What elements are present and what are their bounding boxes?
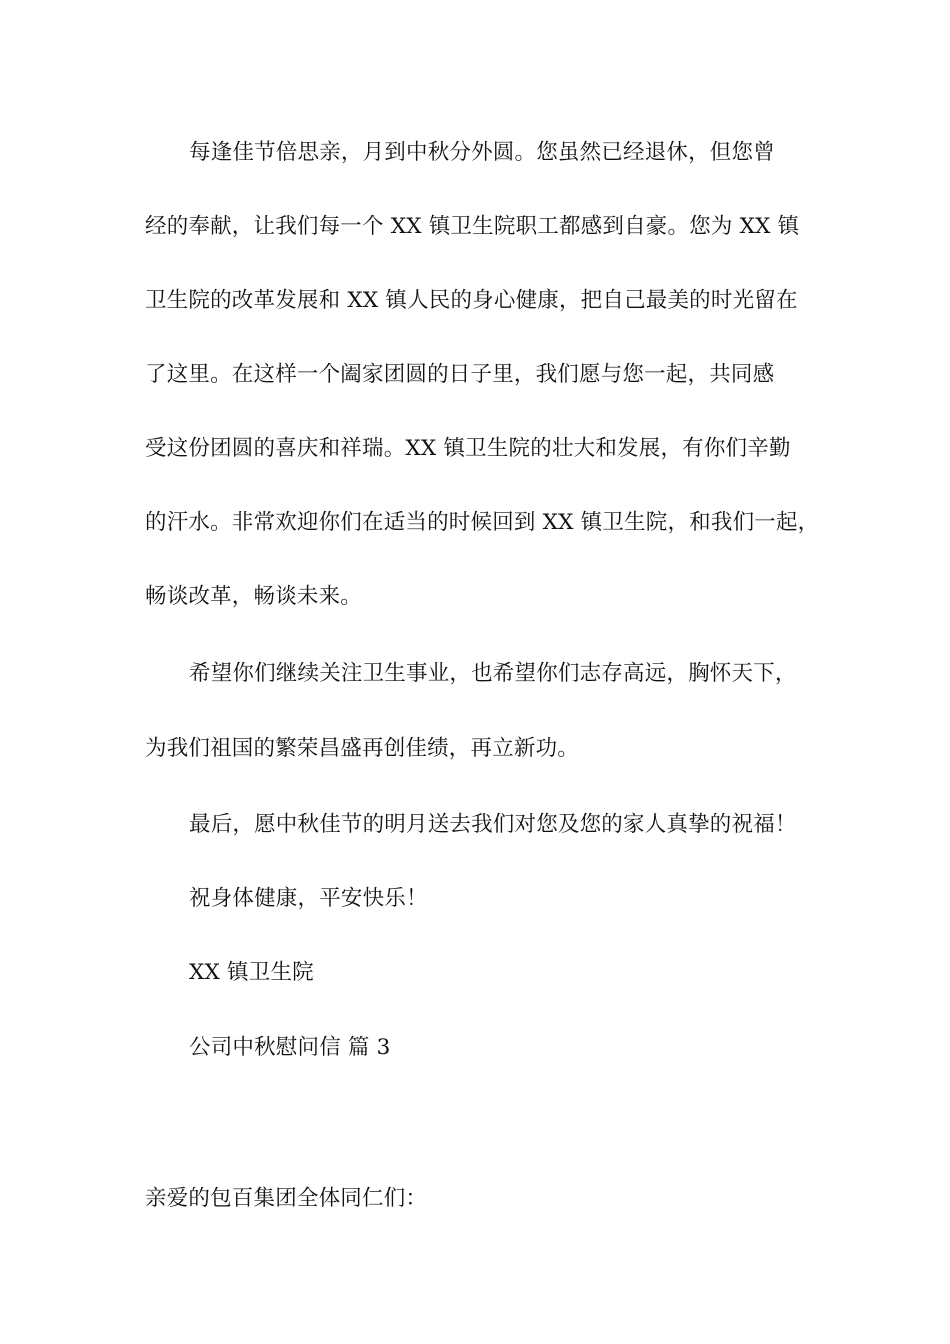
paragraph-1-line-5: 受这份团圆的喜庆和祥瑞。XX 镇卫生院的壮大和发展，有你们辛勤: [145, 436, 791, 461]
signature: XX 镇卫生院: [189, 960, 314, 985]
salutation: 亲爱的包百集团全体同仁们：: [145, 1186, 428, 1211]
paragraph-1-line-6: 的汗水。非常欢迎你们在适当的时候回到 XX 镇卫生院，和我们一起，: [145, 510, 820, 535]
closing-wish: 最后，愿中秋佳节的明月送去我们对您及您的家人真挚的祝福！: [189, 812, 797, 837]
section-title: 公司中秋慰问信 篇 3: [189, 1035, 391, 1060]
paragraph-1-line-3: 卫生院的改革发展和 XX 镇人民的身心健康，把自己最美的时光留在: [145, 288, 798, 313]
paragraph-2-line-2: 为我们祖国的繁荣昌盛再创佳绩，再立新功。: [145, 736, 580, 761]
paragraph-2-line-1: 希望你们继续关注卫生事业，也希望你们志存高远，胸怀天下，: [189, 661, 797, 686]
paragraph-1-line-7: 畅谈改革，畅谈未来。: [145, 584, 363, 609]
paragraph-1-line-4: 了这里。在这样一个阖家团圆的日子里，我们愿与您一起，共同感: [145, 362, 775, 387]
paragraph-1-line-1: 每逢佳节倍思亲，月到中秋分外圆。您虽然已经退休，但您曾: [189, 140, 775, 165]
blessing: 祝身体健康，平安快乐！: [189, 886, 428, 911]
paragraph-1-line-2: 经的奉献，让我们每一个 XX 镇卫生院职工都感到自豪。您为 XX 镇: [145, 214, 800, 239]
